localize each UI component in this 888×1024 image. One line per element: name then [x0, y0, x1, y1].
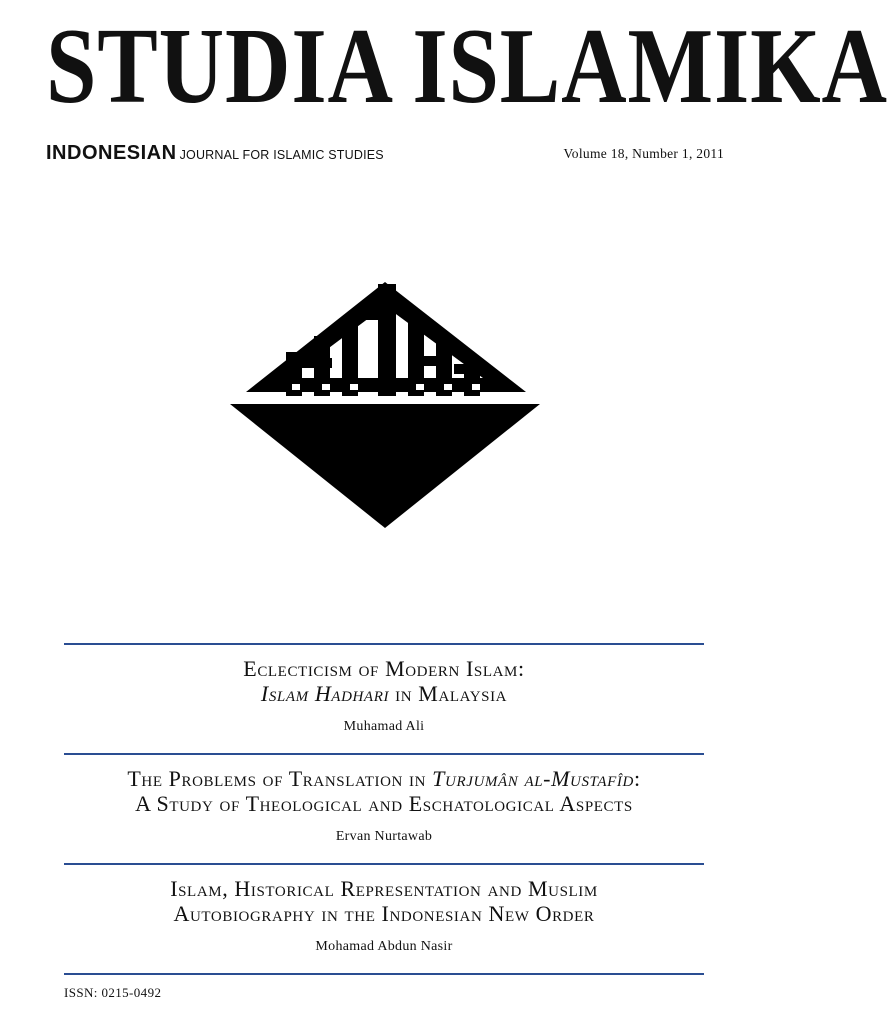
article-2[interactable]: [64, 766, 704, 846]
article-title: [64, 656, 704, 706]
journal-subtitle: [46, 142, 384, 166]
article-title-line: Islam, Historical Representation and Muslim: [170, 876, 598, 901]
subtitle-strong: INDONESIAN: [46, 142, 177, 164]
article-author: Ervan Nurtawab: [335, 829, 433, 844]
subtitle-rest: JOURNAL FOR ISLAMIC STUDIES: [179, 148, 384, 162]
kufic-calligraphy-diamond-emblem-icon: [230, 278, 540, 530]
journal-subtitle-bar: [46, 142, 726, 166]
divider-rule: [64, 863, 704, 865]
divider-rule: [64, 753, 704, 755]
article-author: Muhamad Ali: [343, 719, 425, 734]
article-title-line: The Problems of Translation in: [127, 766, 433, 791]
article-title: [64, 766, 704, 816]
article-1[interactable]: [64, 656, 704, 736]
divider-rule: [64, 973, 704, 975]
article-title-italic: Islam Hadhari: [260, 681, 390, 706]
article-title: [64, 876, 704, 926]
divider-rule: [64, 643, 704, 645]
article-title-line: Autobiography in the Indonesian New Order: [173, 901, 595, 926]
article-title-line: Eclecticism of Modern Islam:: [243, 656, 525, 681]
issn-number: ISSN: 0215-0492: [64, 985, 162, 1000]
article-author: Mohamad Abdun Nasir: [315, 939, 453, 954]
article-title-line: :: [633, 766, 641, 791]
journal-title: STUDIA ISLAMIKA: [46, 7, 888, 126]
article-title-line: in Malaysia: [389, 681, 508, 706]
issue-info: Volume 18, Number 1, 2011: [563, 146, 724, 161]
journal-masthead: [46, 7, 888, 132]
article-3[interactable]: [64, 876, 704, 956]
article-title-italic: Turjumân al-Mustafîd: [432, 766, 634, 791]
article-title-line: A Study of Theological and Eschatological Aspects: [135, 791, 633, 816]
